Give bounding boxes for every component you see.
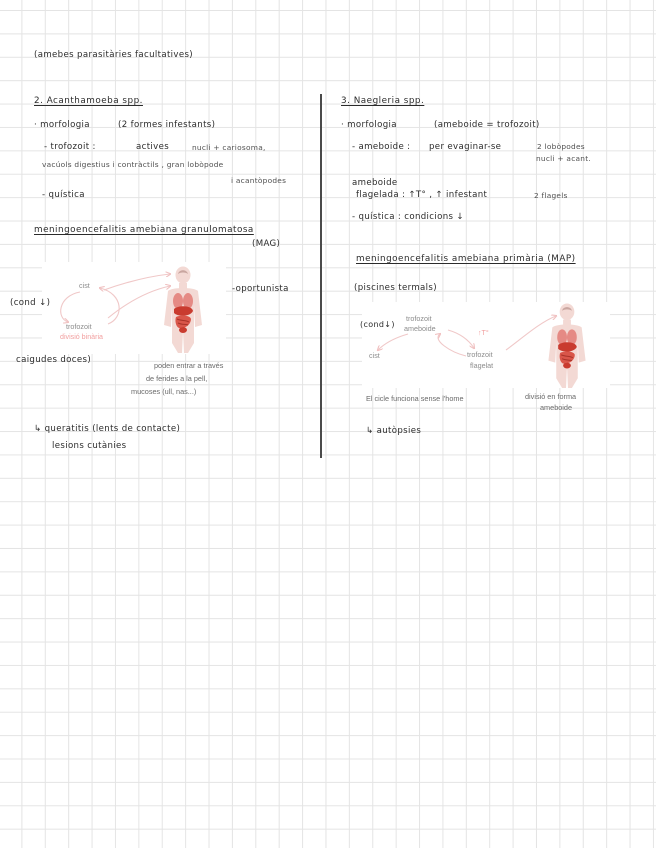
right-trofozoit-flagel-2: flagelat	[470, 361, 494, 370]
right-ameboide-desc: per evaginar-se	[429, 142, 502, 152]
left-cycle-cist: cist	[79, 281, 90, 290]
left-heading: 2. Acanthamoeba spp.	[34, 96, 143, 106]
right-trofozoit-ameboide-2: ameboide	[404, 324, 436, 333]
right-heading: 3. Naegleria spp.	[341, 96, 425, 106]
right-ameboide-side1: 2 lobòpodes	[537, 142, 585, 151]
left-cond: (cond ↓)	[10, 298, 51, 308]
right-divisio-2: ameboide	[540, 403, 573, 412]
right-quistica: - quística : condicions ↓	[352, 212, 464, 222]
right-divisio-1: divisió en forma	[525, 392, 577, 401]
right-morfologia: · morfologia	[341, 120, 397, 130]
right-disease: meningoencefalitis amebiana primària (MAP)	[356, 254, 576, 264]
left-trofozoit-desc3: i acantòpodes	[231, 176, 287, 185]
left-entry-text-3: mucoses (ull, nas...)	[131, 387, 197, 396]
right-trofozoit-flagel-1: trofozoit	[467, 350, 493, 359]
left-trofozoit-desc1: nucli + cariosoma,	[192, 143, 266, 152]
right-flagels: 2 flagels	[534, 191, 568, 200]
left-morfologia-note: (2 formes infestants)	[118, 120, 216, 130]
left-lesions: lesions cutànies	[52, 441, 127, 451]
page-title: (amebes parasitàries facultatives)	[34, 50, 194, 60]
left-entry-text-1: poden entrar a través	[154, 361, 224, 370]
left-queratitis: ↳ queratitis (lents de contacte)	[34, 424, 181, 434]
left-caigudes: caigudes doces)	[16, 355, 92, 365]
right-morfologia-note: (ameboide = trofozoit)	[434, 120, 540, 130]
left-trofozoit-desc2: vacúols digestius i contràctils , gran lobòpode	[42, 160, 224, 169]
right-flagelada-label2: flagelada : ↑T° , ↑ infestant	[356, 190, 488, 200]
left-quistica: - quística	[42, 190, 85, 200]
right-autopsies: ↳ autòpsies	[366, 426, 422, 436]
left-cycle-divisio: divisió binària	[60, 333, 103, 341]
left-cycle-trofozoit: trofozoit	[66, 322, 92, 331]
left-disease-abbr: (MAG)	[252, 239, 281, 249]
right-cist: cist	[369, 351, 380, 360]
right-temp: ↑T°	[478, 329, 489, 337]
left-trofozoit-label: - trofozoit :	[44, 142, 96, 152]
right-cond: (cond↓)	[360, 320, 395, 329]
right-trofozoit-ameboide-1: trofozoit	[406, 314, 432, 323]
right-flagelada-label: ameboide	[352, 178, 398, 188]
right-cicle: El cicle funciona sense l'home	[366, 394, 464, 403]
right-piscines: (piscines termals)	[354, 283, 437, 293]
right-human-body-figure	[532, 302, 602, 390]
left-oportunista: -oportunista	[232, 284, 289, 294]
left-disease: meningoencefalitis amebiana granulomatosa	[34, 225, 254, 235]
right-ameboide-label: - ameboide :	[352, 142, 411, 152]
left-trofozoit-actives: actives	[136, 142, 170, 152]
left-entry-text-2: de ferides a la pell,	[146, 374, 208, 383]
left-morfologia: · morfologia	[34, 120, 90, 130]
right-ameboide-side2: nucli + acant.	[536, 154, 591, 163]
